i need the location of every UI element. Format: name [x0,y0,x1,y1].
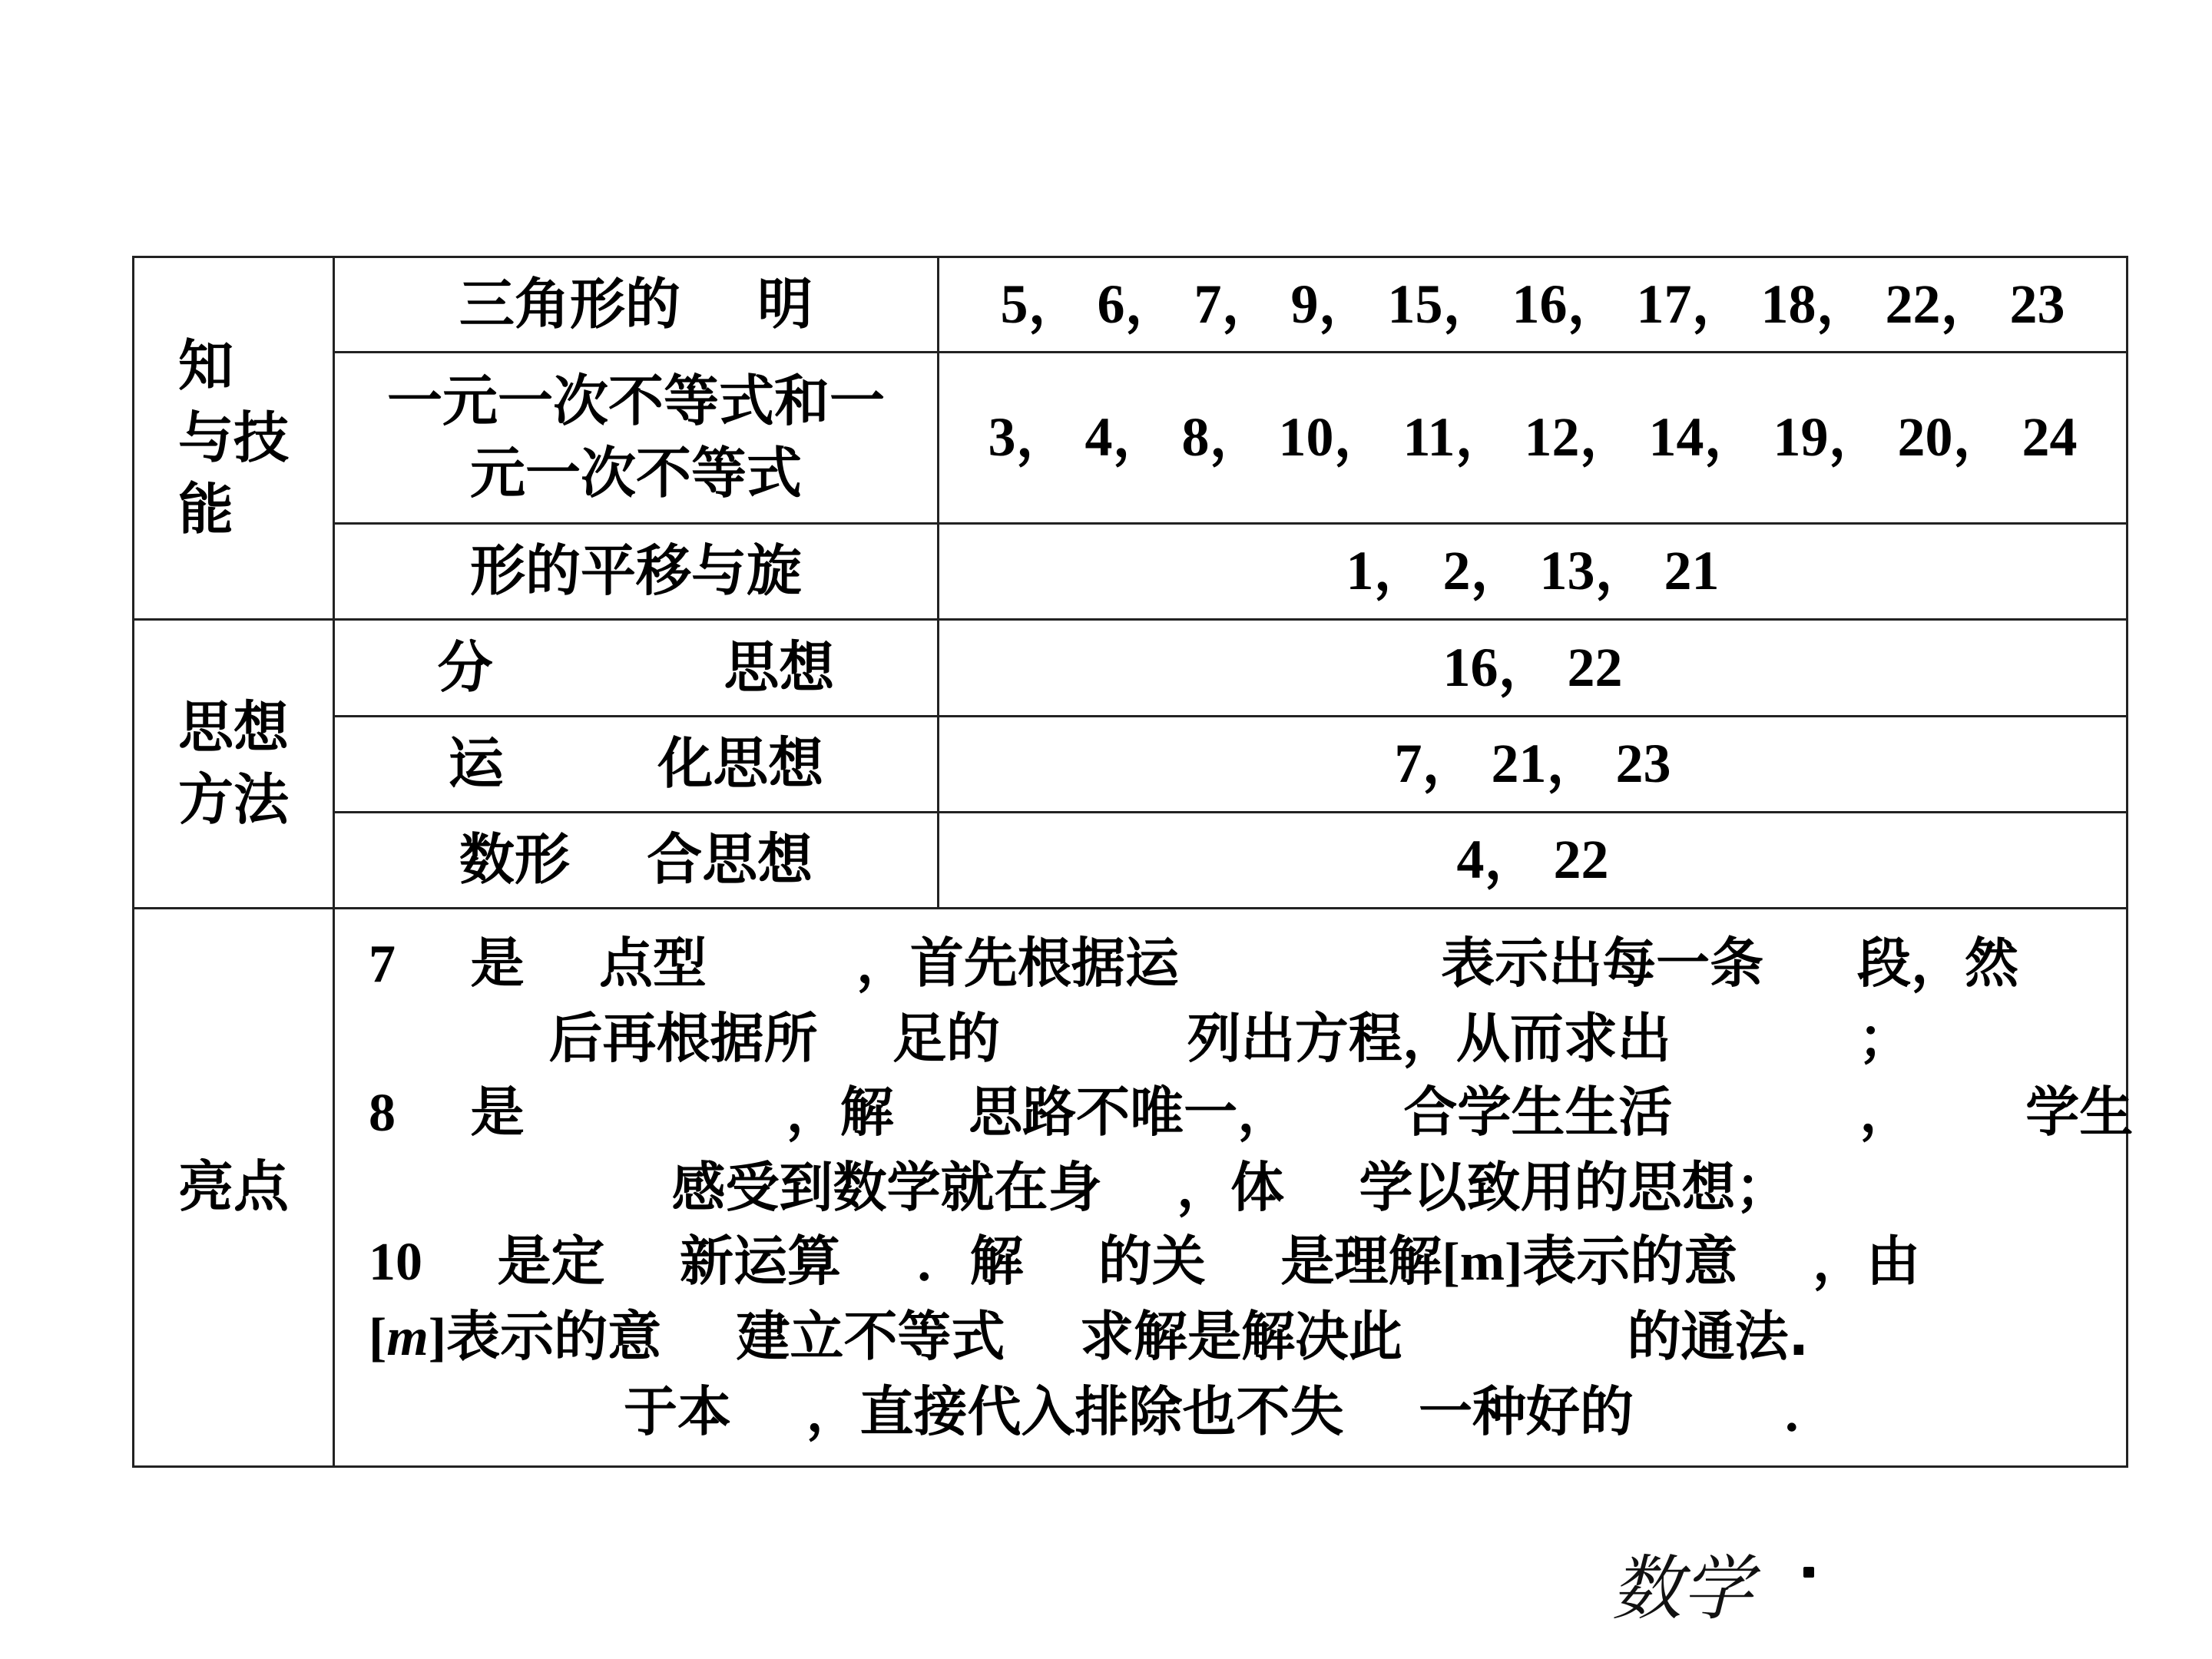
question-number: 7 [369,935,396,994]
topic-cell [334,813,939,909]
highlight-text: 表示的意 建立不等式 求解是解决此 的通法. [446,1305,1810,1368]
highlight-line [369,1151,2092,1224]
numbers-cell [939,524,2128,620]
highlight-text: 是 ，解 思路不唯一， 合学生生活 ， 学生 [396,1081,2134,1144]
highlight-line [369,1224,2092,1300]
highlight-text: 后再根据所 足的 列出方程，从而求出 ； [548,1007,1912,1070]
highlights-cell [334,909,2134,1467]
category-knowledge-label: 知 与技 能 [177,333,289,542]
highlight-line [369,1375,2092,1449]
numbers-cell [939,353,2128,524]
topic-cell [334,257,939,353]
highlight-line [369,1075,2134,1151]
math-variable: m [386,1308,429,1367]
question-numbers: 3， 4， 8， 10， 11， 12， 14， 19， 20， 24 [988,406,2078,469]
math-bracket: ] [428,1308,447,1367]
numbers-cell [939,620,2128,717]
category-highlights [134,909,334,1467]
highlight-line [369,1300,2092,1375]
category-highlights-label: 亮点 [177,1154,289,1220]
footer-subject-label: 数学 [1611,1548,1753,1630]
numbers-cell [939,257,2128,353]
question-number: 10 [369,1233,422,1292]
numbers-cell [939,813,2128,909]
knowledge-table [132,256,2134,1468]
question-numbers: 16， 22 [1442,636,1623,698]
category-thinking-methods [134,620,334,909]
topic-cell [334,353,939,524]
question-numbers: 7， 21， 23 [1394,733,1671,795]
footer-dot-decoration [1803,1567,1814,1578]
topic-cell [334,620,939,717]
topic-label: 一元一次不等式和一 元一次不等式 [386,369,885,505]
numbers-cell [939,717,2128,813]
highlight-text: 表示的意 ，由 [1522,1230,1920,1293]
highlight-text: 于本 ，直接代入排除也不失 一种好的 ． [624,1380,1837,1443]
topic-label: 数形 合思想 [459,827,813,892]
topic-cell [334,524,939,620]
math-bracket: [ [369,1308,387,1367]
question-numbers: 1， 2， 13， 21 [1346,540,1720,602]
topic-label: 三角形的 明 [459,271,813,336]
question-number: 8 [369,1084,396,1143]
topic-label: 形的平移与旋 [469,538,802,604]
question-numbers: 5， 6， 7， 9， 15， 16， 17， 18， 22， 23 [1000,273,2065,335]
topic-label: 运 化思想 [448,731,824,796]
topic-label: 分 思想 [437,634,835,700]
highlight-text: 是 点型 ，首先根据运 表示出每一条 段，然 [396,932,2018,995]
category-thinking-label: 思想 方法 [177,694,289,832]
category-knowledge-skills [134,257,334,620]
highlight-text: 是定 新运算 ．解 的关 是理解 [422,1230,1442,1293]
math-expression: [m] [1442,1233,1523,1292]
question-numbers: 4， 22 [1456,829,1609,891]
highlight-line [369,1002,2092,1075]
highlight-text: 感受到数学就在身 ，体 学以致用的思想； [671,1156,1790,1219]
topic-cell [334,717,939,813]
highlight-line [369,926,2092,1002]
